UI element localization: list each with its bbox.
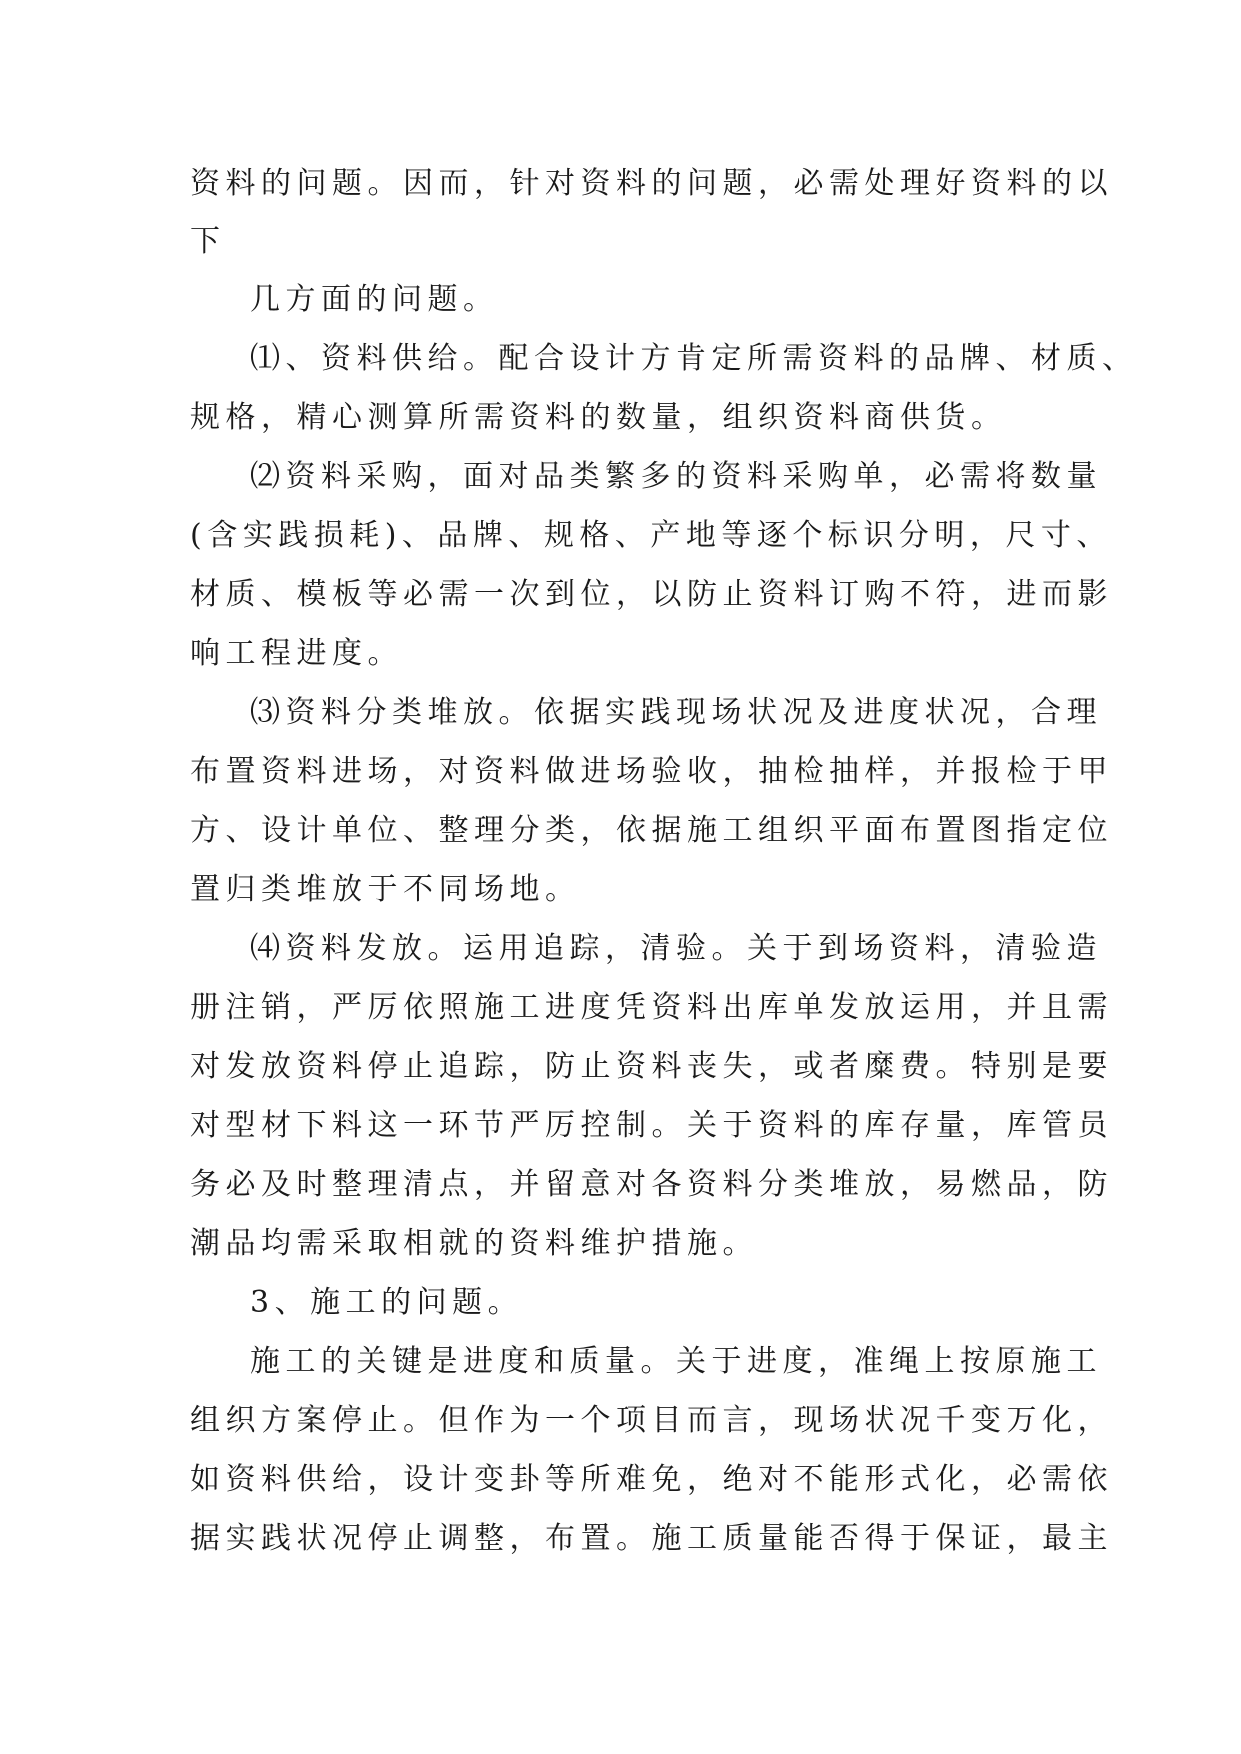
text-line: 对发放资料停止追踪，防止资料丧失，或者糜费。特别是要 <box>190 1049 1113 1084</box>
text-line: 资料的问题。因而，针对资料的问题，必需处理好资料的以 <box>190 166 1113 201</box>
text-line: ⑶资料分类堆放。依据实践现场状况及进度状况，合理 <box>250 695 1102 730</box>
text-line: 置归类堆放于不同场地。 <box>190 872 581 907</box>
text-line: 响工程进度。 <box>190 636 403 671</box>
text-line: ⑴、资料供给。配合设计方肯定所需资料的品牌、材质、 <box>250 341 1138 376</box>
text-line: 几方面的问题。 <box>250 282 499 317</box>
text-line: 布置资料进场，对资料做进场验收，抽检抽样，并报检于甲 <box>190 754 1113 789</box>
text-line: 据实践状况停止调整，布置。施工质量能否得于保证，最主 <box>190 1521 1113 1556</box>
text-line: ⑷资料发放。运用追踪，清验。关于到场资料，清验造 <box>250 931 1102 966</box>
section-heading: 3、施工的问题。 <box>250 1285 524 1320</box>
text-line: 潮品均需采取相就的资料维护措施。 <box>190 1226 758 1261</box>
text-line: 下 <box>190 224 226 259</box>
text-line: 规格，精心测算所需资料的数量，组织资料商供货。 <box>190 400 1007 435</box>
text-line: 如资料供给，设计变卦等所难免，绝对不能形式化，必需依 <box>190 1462 1113 1497</box>
text-line: ⑵资料采购，面对品类繁多的资料采购单，必需将数量 <box>250 459 1102 494</box>
text-line: (含实践损耗)、品牌、规格、产地等逐个标识分明，尺寸、 <box>190 518 1112 553</box>
text-line: 对型材下料这一环节严厉控制。关于资料的库存量，库管员 <box>190 1108 1113 1143</box>
text-line: 册注销，严厉依照施工进度凭资料出库单发放运用，并且需 <box>190 990 1113 1025</box>
text-line: 施工的关键是进度和质量。关于进度，准绳上按原施工 <box>250 1344 1102 1379</box>
text-line: 材质、模板等必需一次到位，以防止资料订购不符，进而影 <box>190 577 1113 612</box>
text-line: 组织方案停止。但作为一个项目而言，现场状况千变万化， <box>190 1403 1113 1438</box>
text-line: 务必及时整理清点，并留意对各资料分类堆放，易燃品，防 <box>190 1167 1113 1202</box>
text-line: 方、设计单位、整理分类，依据施工组织平面布置图指定位 <box>190 813 1113 848</box>
